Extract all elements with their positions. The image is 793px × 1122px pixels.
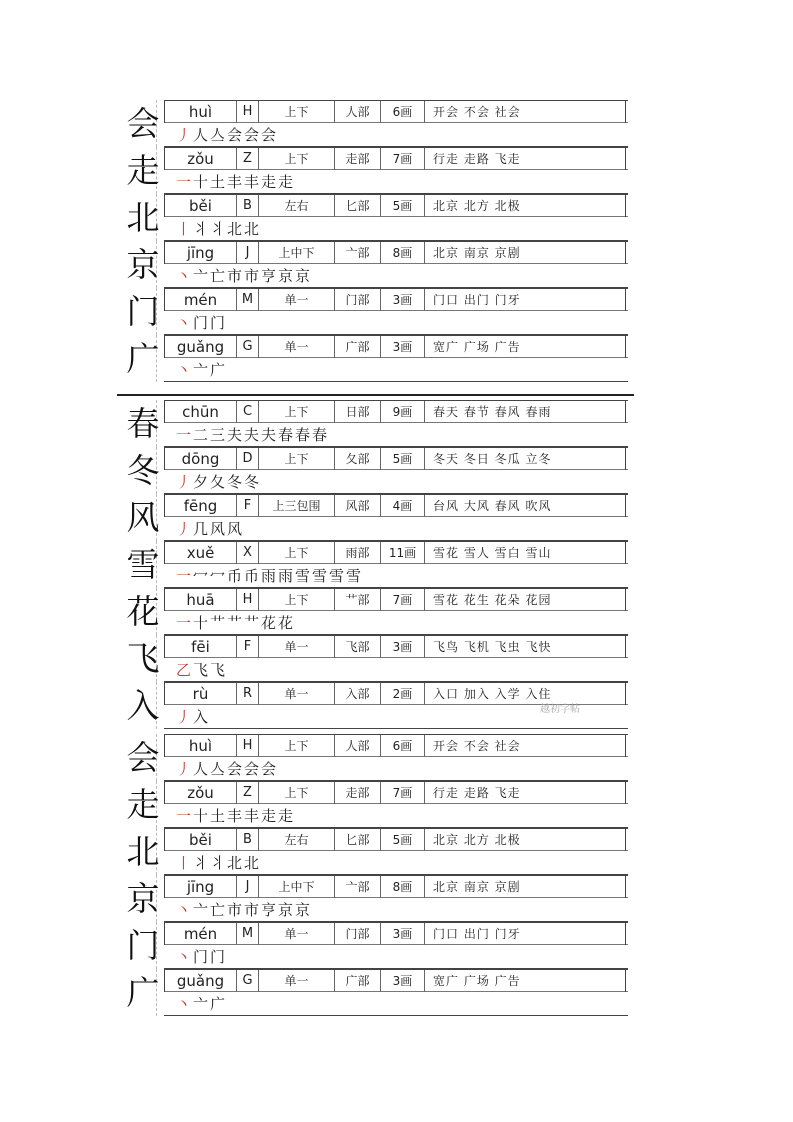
stroke-count: 7画 (380, 589, 424, 611)
character-row (122, 194, 628, 241)
structure: 上下 (258, 401, 334, 423)
stroke-order: 丨丬丬北北 (176, 220, 262, 238)
pinyin: fēng (164, 495, 236, 517)
character-row (122, 734, 628, 781)
example-words: 北京 北方 北极 (424, 195, 626, 217)
stroke-order: 丶亠广 (176, 361, 228, 379)
radical: 匕部 (334, 195, 380, 217)
structure: 单一 (258, 683, 334, 705)
example-words: 飞鸟 飞机 飞虫 飞快 (424, 636, 626, 658)
pinyin: mén (164, 289, 236, 311)
example-words: 雪花 花生 花朵 花园 (424, 589, 626, 611)
pinyin: běi (164, 195, 236, 217)
stroke-count: 5画 (380, 448, 424, 470)
stroke-order-line (164, 311, 628, 335)
structure: 上下 (258, 148, 334, 170)
structure: 上下 (258, 589, 334, 611)
stroke-order: 丿人亼会会会 (176, 126, 279, 144)
structure: 上中下 (258, 876, 334, 898)
radical: 入部 (334, 683, 380, 705)
info-line (164, 541, 628, 564)
stroke-count: 6画 (380, 101, 424, 123)
stroke-count: 11画 (380, 542, 424, 564)
stroke-order-line (164, 851, 628, 875)
structure: 单一 (258, 923, 334, 945)
stroke-order: 丿入 (176, 708, 211, 726)
radical: 门部 (334, 923, 380, 945)
pinyin: mén (164, 923, 236, 945)
stroke-order: 一十艹艹艹花花 (176, 614, 296, 632)
radical: 亠部 (334, 242, 380, 264)
stroke-order-line (164, 611, 628, 635)
initial-letter: C (236, 401, 258, 423)
radical: 广部 (334, 970, 380, 992)
stroke-count: 7画 (380, 148, 424, 170)
practice-character: 广 (126, 973, 160, 1012)
pinyin: huā (164, 589, 236, 611)
initial-letter: B (236, 195, 258, 217)
practice-character: 京 (126, 245, 160, 284)
stroke-order: 丶亠亡市市亨京京 (176, 267, 313, 285)
practice-character: 入 (126, 686, 160, 725)
initial-letter: H (236, 735, 258, 757)
example-words: 行走 走路 飞走 (424, 782, 626, 804)
initial-letter: M (236, 923, 258, 945)
example-words: 宽广 广场 广告 (424, 336, 626, 358)
stroke-count: 3画 (380, 923, 424, 945)
practice-character: 门 (126, 926, 160, 965)
practice-character: 冬 (126, 451, 160, 490)
stroke-order: 一十土丰丰走走 (176, 807, 296, 825)
structure: 上下 (258, 448, 334, 470)
info-line (164, 447, 628, 470)
example-words: 雪花 雪人 雪白 雪山 (424, 542, 626, 564)
radical: 人部 (334, 101, 380, 123)
info-line (164, 635, 628, 658)
stroke-order-line (164, 992, 628, 1016)
example-words: 开会 不会 社会 (424, 101, 626, 123)
practice-character: 风 (126, 498, 160, 537)
structure: 单一 (258, 336, 334, 358)
initial-letter: J (236, 242, 258, 264)
structure: 左右 (258, 829, 334, 851)
character-row (122, 828, 628, 875)
structure: 单一 (258, 636, 334, 658)
info-line (164, 828, 628, 851)
initial-letter: F (236, 636, 258, 658)
initial-letter: D (236, 448, 258, 470)
radical: 亠部 (334, 876, 380, 898)
stroke-count: 7画 (380, 782, 424, 804)
info-line (164, 100, 628, 123)
stroke-order-line (164, 804, 628, 828)
section-3 (122, 734, 628, 1024)
example-words: 冬天 冬日 冬瓜 立冬 (424, 448, 626, 470)
structure: 上下 (258, 735, 334, 757)
practice-character: 北 (126, 832, 160, 871)
structure: 单一 (258, 970, 334, 992)
structure: 上下 (258, 101, 334, 123)
structure: 上下 (258, 542, 334, 564)
example-words: 春天 春节 春风 春雨 (424, 401, 626, 423)
initial-letter: R (236, 683, 258, 705)
structure: 上下 (258, 782, 334, 804)
character-row (122, 335, 628, 382)
stroke-count: 3画 (380, 970, 424, 992)
practice-character: 广 (126, 339, 160, 378)
pinyin: chūn (164, 401, 236, 423)
pinyin: fēi (164, 636, 236, 658)
radical: 门部 (334, 289, 380, 311)
stroke-order: 乙飞飞 (176, 661, 228, 679)
info-line (164, 969, 628, 992)
stroke-count: 2画 (380, 683, 424, 705)
stroke-order-line (164, 423, 628, 447)
stroke-order: 一冖冖币币雨雨雪雪雪雪 (176, 567, 364, 585)
section-2 (122, 400, 628, 729)
practice-character: 会 (126, 738, 160, 777)
stroke-order-line (164, 170, 628, 194)
pinyin: guǎng (164, 970, 236, 992)
pinyin: huì (164, 101, 236, 123)
character-row (122, 241, 628, 288)
character-row (122, 588, 628, 635)
info-line (164, 734, 628, 757)
character-row (122, 635, 628, 682)
stroke-order-line (164, 217, 628, 241)
character-row (122, 781, 628, 828)
example-words: 北京 北方 北极 (424, 829, 626, 851)
watermark: 越初字帖 (540, 704, 580, 715)
stroke-order-line (164, 470, 628, 494)
radical: 飞部 (334, 636, 380, 658)
stroke-count: 8画 (380, 876, 424, 898)
practice-character: 花 (126, 592, 160, 631)
stroke-order: 丶亠亡市市亨京京 (176, 901, 313, 919)
initial-letter: Z (236, 148, 258, 170)
radical: 走部 (334, 782, 380, 804)
practice-character: 会 (126, 104, 160, 143)
practice-character: 门 (126, 292, 160, 331)
radical: 人部 (334, 735, 380, 757)
info-line (164, 875, 628, 898)
practice-character: 雪 (126, 545, 160, 584)
initial-letter: B (236, 829, 258, 851)
initial-letter: G (236, 336, 258, 358)
pinyin: rù (164, 683, 236, 705)
example-words: 行走 走路 飞走 (424, 148, 626, 170)
pinyin: zǒu (164, 782, 236, 804)
stroke-order: 丨丬丬北北 (176, 854, 262, 872)
character-row (122, 494, 628, 541)
character-row (122, 922, 628, 969)
radical: 风部 (334, 495, 380, 517)
section-1 (122, 100, 628, 390)
practice-character: 飞 (126, 639, 160, 678)
info-line (164, 400, 628, 423)
stroke-count: 5画 (380, 829, 424, 851)
stroke-count: 6画 (380, 735, 424, 757)
stroke-order: 丿夕夂冬冬 (176, 473, 262, 491)
pinyin: dōng (164, 448, 236, 470)
stroke-order: 丿几风风 (176, 520, 245, 538)
example-words: 台风 大风 春风 吹风 (424, 495, 626, 517)
info-line (164, 494, 628, 517)
initial-letter: H (236, 589, 258, 611)
info-line (164, 335, 628, 358)
radical: 日部 (334, 401, 380, 423)
practice-character: 走 (126, 785, 160, 824)
radical: 夂部 (334, 448, 380, 470)
info-line (164, 147, 628, 170)
pinyin: běi (164, 829, 236, 851)
example-words: 宽广 广场 广告 (424, 970, 626, 992)
initial-letter: G (236, 970, 258, 992)
info-line (164, 588, 628, 611)
stroke-order-line (164, 358, 628, 382)
pinyin: xuě (164, 542, 236, 564)
stroke-order-line (164, 945, 628, 969)
practice-character: 走 (126, 151, 160, 190)
initial-letter: H (236, 101, 258, 123)
stroke-count: 5画 (380, 195, 424, 217)
stroke-order: 丶亠广 (176, 995, 228, 1013)
radical: 雨部 (334, 542, 380, 564)
stroke-order-line (164, 564, 628, 588)
radical: 艹部 (334, 589, 380, 611)
info-line (164, 922, 628, 945)
stroke-order: 丿人亼会会会 (176, 760, 279, 778)
initial-letter: Z (236, 782, 258, 804)
stroke-order: 丶门门 (176, 948, 228, 966)
stroke-order: 一二三夫夫夫春春春 (176, 426, 330, 444)
radical: 走部 (334, 148, 380, 170)
character-row (122, 100, 628, 147)
initial-letter: M (236, 289, 258, 311)
initial-letter: X (236, 542, 258, 564)
example-words: 北京 南京 京剧 (424, 876, 626, 898)
pinyin: jīng (164, 876, 236, 898)
stroke-order-line (164, 898, 628, 922)
character-row (122, 288, 628, 335)
example-words: 门口 出门 门牙 (424, 923, 626, 945)
radical: 匕部 (334, 829, 380, 851)
stroke-count: 3画 (380, 636, 424, 658)
info-line (164, 241, 628, 264)
initial-letter: F (236, 495, 258, 517)
stroke-count: 3画 (380, 289, 424, 311)
info-line (164, 288, 628, 311)
structure: 上中下 (258, 242, 334, 264)
example-words: 门口 出门 门牙 (424, 289, 626, 311)
example-words: 开会 不会 社会 (424, 735, 626, 757)
stroke-order: 一十土丰丰走走 (176, 173, 296, 191)
stroke-count: 8画 (380, 242, 424, 264)
stroke-order-line (164, 658, 628, 682)
structure: 上三包围 (258, 495, 334, 517)
practice-character: 春 (126, 404, 160, 443)
stroke-count: 3画 (380, 336, 424, 358)
character-row (122, 969, 628, 1016)
radical: 广部 (334, 336, 380, 358)
info-line (164, 194, 628, 217)
character-row (122, 447, 628, 494)
section-divider (117, 394, 634, 396)
stroke-order-line (164, 517, 628, 541)
character-row (122, 875, 628, 922)
structure: 单一 (258, 289, 334, 311)
practice-character: 北 (126, 198, 160, 237)
stroke-order-line (164, 123, 628, 147)
stroke-order: 丶门门 (176, 314, 228, 332)
stroke-count: 4画 (380, 495, 424, 517)
initial-letter: J (236, 876, 258, 898)
stroke-order-line (164, 264, 628, 288)
info-line (164, 781, 628, 804)
character-row (122, 541, 628, 588)
example-words: 入口 加入 入学 入住 (424, 683, 626, 705)
stroke-count: 9画 (380, 401, 424, 423)
pinyin: jīng (164, 242, 236, 264)
character-row (122, 147, 628, 194)
structure: 左右 (258, 195, 334, 217)
pinyin: huì (164, 735, 236, 757)
pinyin: guǎng (164, 336, 236, 358)
stroke-order-line (164, 757, 628, 781)
practice-character: 京 (126, 879, 160, 918)
character-row (122, 400, 628, 447)
example-words: 北京 南京 京剧 (424, 242, 626, 264)
pinyin: zǒu (164, 148, 236, 170)
